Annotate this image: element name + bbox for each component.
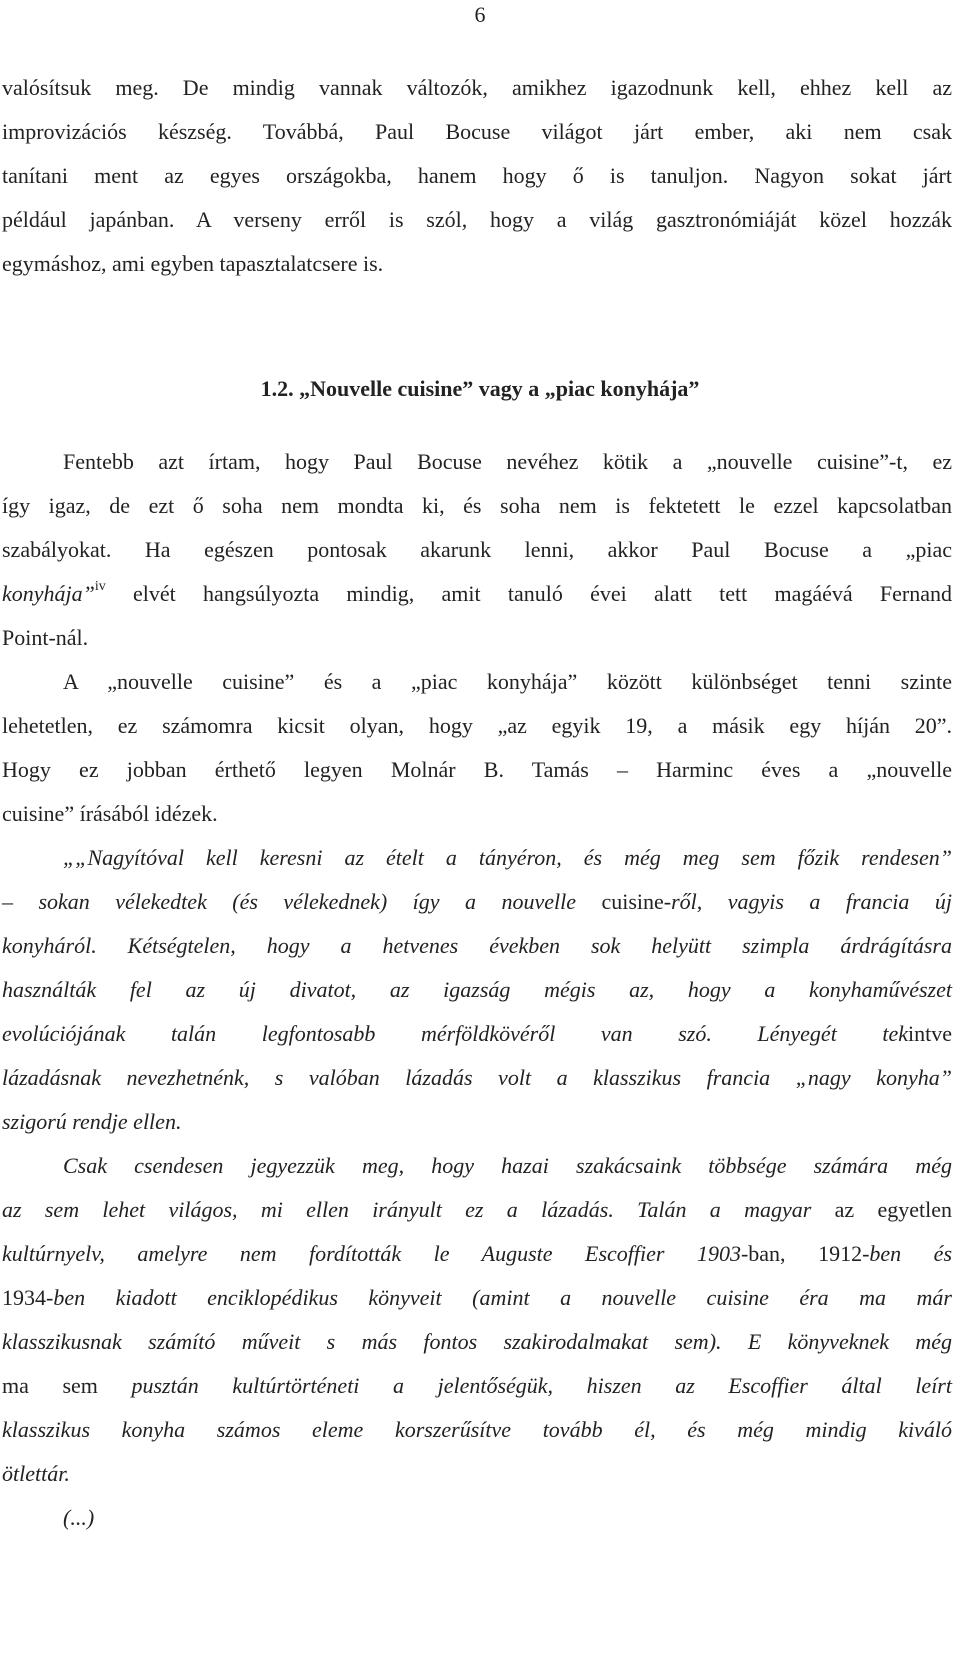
quote-text: klasszikus konyha számos eleme korszerűsítve tovább él, és még mindig kiváló <box>2 1417 952 1442</box>
quote-text: kultúrnyelv, amelyre nem fordították le Auguste Escoffier 1903- <box>2 1241 749 1266</box>
section-heading: 1.2. „Nouvelle cuisine” vagy a „piac konyhája” <box>260 376 700 401</box>
body-line: lehetetlen, ez számomra kicsit olyan, hogy „az egyik 19, a másik egy híján 20”. <box>2 713 952 738</box>
quote-upright-text: 1934- <box>2 1285 54 1310</box>
quote-line <box>63 1151 952 1181</box>
quote-upright-text: ban, 1912- <box>748 1241 870 1266</box>
quote-line <box>63 843 952 873</box>
body-line: A „nouvelle cuisine” és a „piac konyhája” között különbséget tenni szinte <box>63 669 952 694</box>
quote-text: ben és <box>869 1241 953 1266</box>
body-line: improvizációs készség. Továbbá, Paul Bocuse világot járt ember, aki nem csak <box>2 119 952 144</box>
quote-line <box>2 1327 952 1357</box>
body-line <box>2 579 952 609</box>
body-line: Fentebb azt írtam, hogy Paul Bocuse nevéhez kötik a „nouvelle cuisine”-t, ez <box>63 449 952 474</box>
quote-text: – sokan vélekedtek (és vélekednek) így a nouvelle <box>2 889 602 914</box>
body-line: egymáshoz, ami egyben tapasztalatcsere is. <box>2 251 384 276</box>
footnote-marker: iv <box>94 579 106 594</box>
quote-text: klasszikusnak számító műveit s más fontos szakirodalmakat sem). E könyveknek még <box>2 1329 952 1354</box>
quote-text: szigorú rendje ellen. <box>2 1109 182 1134</box>
quote-line <box>2 887 952 917</box>
quote-line <box>2 1459 952 1489</box>
quote-line <box>2 931 952 961</box>
ellipsis-marker <box>63 1503 952 1533</box>
quote-text: ről, vagyis a francia új <box>671 889 952 914</box>
quote-line <box>2 1371 952 1401</box>
quote-line <box>2 1063 952 1093</box>
quote-text: pusztán kultúrtörténeti a jelentőségük, hiszen az Escoffier által leírt <box>131 1373 952 1398</box>
body-line: tanítani ment az egyes országokba, hanem hogy ő is tanuljon. Nagyon sokat járt <box>2 163 952 188</box>
quote-text: Csak csendesen jegyezzük meg, hogy hazai szakácsaink többsége számára még <box>63 1153 952 1178</box>
quote-text: lázadásnak nevezhetnénk, s valóban lázadás volt a klasszikus francia „nagy konyha” <box>2 1065 952 1090</box>
page-number: 6 <box>474 2 486 27</box>
body-line: például japánban. A verseny erről is szól, hogy a világ gasztronómiáját közel hozzák <box>2 207 952 232</box>
body-line: Point-nál. <box>2 625 89 650</box>
italic-term: konyhája” <box>2 581 95 606</box>
body-line: így igaz, de ezt ő soha nem mondta ki, és soha nem is fektetett le ezzel kapcsolatban <box>2 493 952 518</box>
quote-line <box>2 975 952 1005</box>
quote-text: (...) <box>63 1505 95 1530</box>
body-line: valósítsuk meg. De mindig vannak változók, amikhez igazodnunk kell, ehhez kell az <box>2 75 952 100</box>
quote-text: konyháról. Kétségtelen, hogy a hetvenes években sok helyütt szimpla árdrágításra <box>2 933 952 958</box>
body-line: Hogy ez jobban érthető legyen Molnár B. Tamás – Harminc éves a „nouvelle <box>2 757 952 782</box>
quote-text: „„Nagyítóval kell keresni az ételt a tányéron, és még meg sem főzik rendesen” <box>63 845 952 870</box>
quote-upright-text: intve <box>908 1021 952 1046</box>
quote-line <box>2 1283 952 1313</box>
body-text: elvét hangsúlyozta mindig, amit tanuló évei alatt tett magáévá Fernand <box>105 581 952 606</box>
quote-line <box>2 1019 952 1049</box>
quote-text: az sem lehet világos, mi ellen irányult ez a lázadás. Talán a magyar <box>2 1197 835 1222</box>
quote-line <box>2 1239 952 1269</box>
quote-text: ben kiadott enciklopédikus könyveit (amint a nouvelle cuisine éra ma már <box>53 1285 952 1310</box>
quote-text: ötlettár. <box>2 1461 70 1486</box>
quote-line <box>2 1195 952 1225</box>
body-line: cuisine” írásából idézek. <box>2 801 218 826</box>
quote-line <box>2 1415 952 1445</box>
quote-line <box>2 1107 952 1137</box>
quote-text: evolúciójának talán legfontosabb mérföldkövéről van szó. Lényegét tek <box>2 1021 908 1046</box>
quote-upright-text: ma sem <box>2 1373 132 1398</box>
quote-upright-text: cuisine- <box>601 889 672 914</box>
body-line: szabályokat. Ha egészen pontosak akarunk lenni, akkor Paul Bocuse a „piac <box>2 537 952 562</box>
quote-upright-text: az egyetlen <box>834 1197 952 1222</box>
quote-text: használták fel az új divatot, az igazság mégis az, hogy a konyhaművészet <box>2 977 952 1002</box>
